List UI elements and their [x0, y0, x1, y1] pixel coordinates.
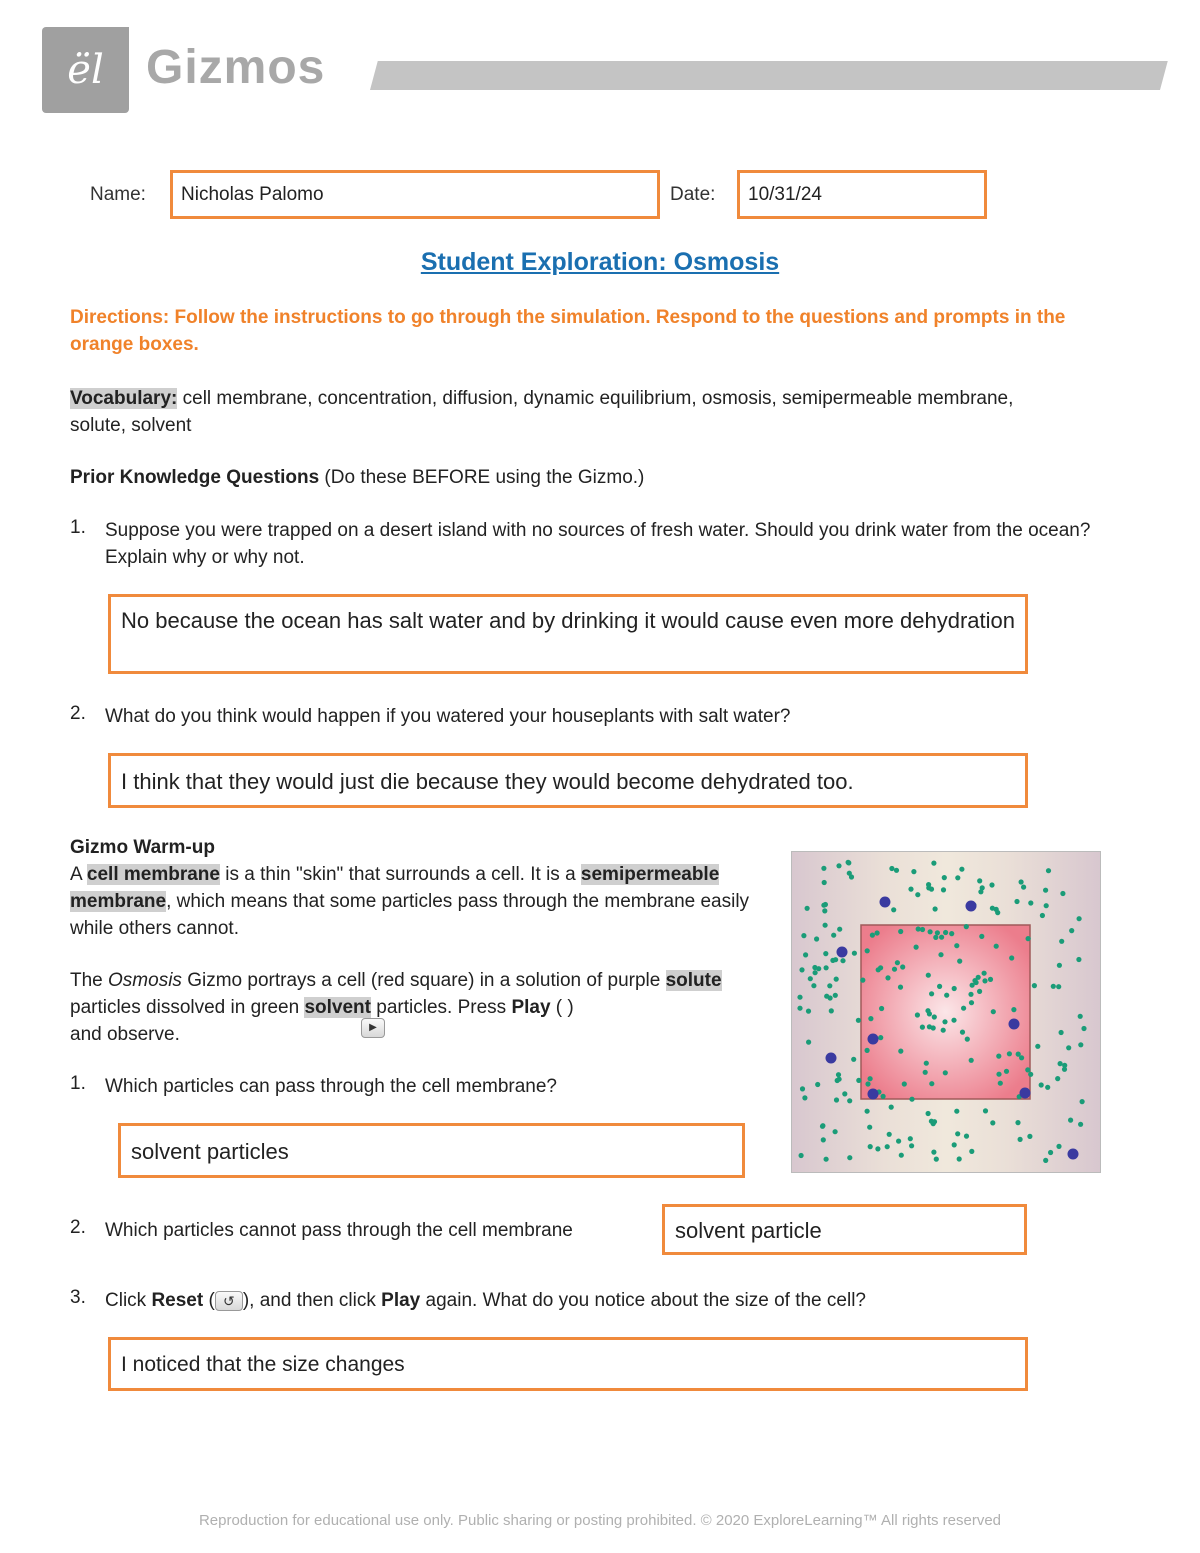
solvent-particle: [836, 1072, 841, 1077]
solvent-particle: [990, 1120, 995, 1125]
solvent-particle: [895, 960, 900, 965]
solvent-particle: [982, 971, 987, 976]
name-value: Nicholas Palomo: [181, 184, 324, 205]
solvent-particle: [831, 933, 836, 938]
warmup-q1-number: 1.: [70, 1073, 86, 1094]
solvent-particle: [991, 1009, 996, 1014]
solvent-particle: [909, 1097, 914, 1102]
warmup-paragraph-2: The Osmosis Gizmo portrays a cell (red square) in a solution of purple solute particles dissolved in green solvent particles. Press Play ( ) and observe.: [70, 970, 722, 1045]
solvent-particle: [803, 952, 808, 957]
solvent-particle: [889, 866, 894, 871]
prior-a2-text: I think that they would just die because they would become dehydrated too.: [121, 769, 854, 794]
warmup-a3-text: I noticed that the size changes: [121, 1353, 405, 1376]
solvent-particle: [1019, 879, 1024, 884]
solvent-particle: [965, 1037, 970, 1042]
gizmos-brand: Gizmos: [146, 41, 326, 94]
solvent-particle: [1044, 903, 1049, 908]
solvent-particle: [840, 958, 845, 963]
solvent-particle: [927, 1024, 932, 1029]
solvent-particle: [934, 1157, 939, 1162]
solvent-particle: [977, 989, 982, 994]
solvent-particle: [823, 951, 828, 956]
solvent-particle: [957, 1156, 962, 1161]
solvent-particle: [885, 1144, 890, 1149]
solvent-particle: [847, 1155, 852, 1160]
solvent-particle: [1015, 1120, 1020, 1125]
solvent-particle: [929, 991, 934, 996]
solvent-particle: [911, 869, 916, 874]
solvent-particle: [856, 1018, 861, 1023]
warmup-q2-text: Which particles cannot pass through the cell membrane: [105, 1220, 573, 1241]
solvent-particle: [822, 908, 827, 913]
solvent-particle: [937, 984, 942, 989]
solvent-particle: [1018, 1137, 1023, 1142]
solute-particle: [868, 1089, 879, 1100]
solvent-particle: [822, 880, 827, 885]
prior-q2-text: What do you think would happen if you watered your houseplants with salt water?: [105, 706, 791, 727]
solvent-particle: [815, 1082, 820, 1087]
solvent-particle: [827, 983, 832, 988]
solvent-particle: [797, 995, 802, 1000]
solvent-particle: [824, 1157, 829, 1162]
play-icon: ▶: [361, 1018, 385, 1038]
solvent-particle: [1059, 939, 1064, 944]
solvent-particle: [983, 1108, 988, 1113]
solvent-particle: [1026, 936, 1031, 941]
solvent-particle: [941, 1028, 946, 1033]
solvent-particle: [994, 944, 999, 949]
solvent-particle: [920, 1025, 925, 1030]
solvent-particle: [935, 930, 940, 935]
solvent-particle: [988, 977, 993, 982]
solvent-particle: [915, 892, 920, 897]
solvent-particle: [800, 1086, 805, 1091]
solvent-particle: [836, 863, 841, 868]
warmup-q2-number: 2.: [70, 1217, 86, 1238]
solvent-particle: [868, 1076, 873, 1081]
date-field[interactable]: [737, 170, 987, 219]
solvent-particle: [909, 1143, 914, 1148]
solvent-particle: [969, 1000, 974, 1005]
solvent-particle: [1025, 1067, 1030, 1072]
solvent-particle: [1056, 1144, 1061, 1149]
solvent-particle: [829, 1008, 834, 1013]
solvent-particle: [1056, 984, 1061, 989]
solvent-particle: [892, 967, 897, 972]
solvent-particle: [943, 1070, 948, 1075]
solvent-particle: [894, 868, 899, 873]
vocabulary: [70, 385, 1070, 439]
solvent-particle: [926, 1111, 931, 1116]
solvent-particle: [931, 1150, 936, 1155]
solvent-particle: [837, 1077, 842, 1082]
solvent-particle: [1043, 888, 1048, 893]
solvent-particle: [1068, 1118, 1073, 1123]
reset-icon: ↺: [215, 1291, 243, 1311]
solvent-particle: [1048, 1150, 1053, 1155]
solvent-particle: [898, 985, 903, 990]
solvent-particle: [868, 1016, 873, 1021]
solvent-particle: [821, 1137, 826, 1142]
solvent-particle: [889, 1105, 894, 1110]
date-label: Date:: [670, 184, 716, 205]
term-cell-membrane: cell membrane: [86, 864, 220, 885]
solvent-particle: [1046, 868, 1051, 873]
solvent-particle: [875, 1146, 880, 1151]
warmup-q3-number: 3.: [70, 1287, 86, 1308]
solvent-particle: [865, 1109, 870, 1114]
solute-particle: [868, 1034, 879, 1045]
solvent-particle: [969, 1149, 974, 1154]
solvent-particle: [1051, 984, 1056, 989]
warmup-a2-box[interactable]: [662, 1204, 1027, 1255]
solvent-particle: [1059, 1030, 1064, 1035]
solvent-particle: [1014, 899, 1019, 904]
solvent-particle: [979, 934, 984, 939]
solvent-particle: [1078, 1014, 1083, 1019]
solvent-particle: [923, 1070, 928, 1075]
solvent-particle: [932, 1014, 937, 1019]
explorelearning-logo: ël: [42, 27, 129, 113]
solvent-particle: [949, 931, 954, 936]
solvent-particle: [865, 1048, 870, 1053]
solvent-particle: [808, 976, 813, 981]
solvent-particle: [834, 1097, 839, 1102]
solvent-particle: [881, 1094, 886, 1099]
solvent-particle: [1021, 885, 1026, 890]
prior-q1-text: Suppose you were trapped on a desert island with no sources of fresh water. Should you drink water from the ocean? Explain why or why not.: [105, 520, 1091, 568]
solvent-particle: [1066, 1045, 1071, 1050]
solvent-particle: [870, 933, 875, 938]
solvent-particle: [929, 1081, 934, 1086]
warmup-a1-box[interactable]: [118, 1123, 745, 1178]
solvent-particle: [1007, 1051, 1012, 1056]
solute-particle: [966, 901, 977, 912]
solvent-particle: [952, 986, 957, 991]
warmup-q3-text: Click Reset ( ↺ ), and then click Play again. What do you notice about the size of the cell?: [105, 1290, 866, 1311]
solvent-particle: [914, 945, 919, 950]
solvent-particle: [847, 1098, 852, 1103]
solvent-particle: [896, 1139, 901, 1144]
solvent-particle: [1045, 1085, 1050, 1090]
solvent-particle: [968, 992, 973, 997]
solvent-particle: [1035, 1044, 1040, 1049]
solvent-particle: [1081, 1026, 1086, 1031]
solvent-particle: [996, 1072, 1001, 1077]
solvent-particle: [951, 1018, 956, 1023]
solvent-particle: [908, 1136, 913, 1141]
solvent-particle: [944, 993, 949, 998]
solute-particle: [826, 1053, 837, 1064]
solvent-particle: [860, 978, 865, 983]
solvent-particle: [833, 993, 838, 998]
solvent-particle: [865, 1081, 870, 1086]
solvent-particle: [938, 952, 943, 957]
solvent-particle: [931, 861, 936, 866]
solvent-particle: [961, 1006, 966, 1011]
page-title: Student Exploration: Osmosis: [420, 248, 780, 276]
solvent-particle: [847, 871, 852, 876]
warmup-q1-text: Which particles can pass through the cell membrane?: [105, 1076, 558, 1097]
prior-q2-number: 2.: [70, 703, 86, 724]
prior-heading-text: Prior Knowledge Questions: [70, 467, 320, 488]
solvent-particle: [867, 1125, 872, 1130]
solvent-particle: [926, 973, 931, 978]
solvent-particle: [955, 875, 960, 880]
solvent-particle: [812, 965, 817, 970]
solute-particle: [880, 897, 891, 908]
solvent-particle: [806, 1009, 811, 1014]
solvent-particle: [1039, 1082, 1044, 1087]
solvent-particle: [846, 860, 851, 865]
solvent-particle: [805, 906, 810, 911]
term-solvent: solvent: [304, 997, 371, 1018]
solvent-particle: [1011, 1007, 1016, 1012]
header-bar: [370, 61, 1168, 90]
solvent-particle: [942, 1019, 947, 1024]
solvent-particle: [799, 1153, 804, 1158]
solvent-particle: [990, 906, 995, 911]
warmup-a3-box[interactable]: [108, 1337, 1028, 1391]
solvent-particle: [900, 964, 905, 969]
solvent-particle: [959, 867, 964, 872]
solvent-particle: [954, 1109, 959, 1114]
solvent-particle: [976, 975, 981, 980]
solvent-particle: [998, 1081, 1003, 1086]
warmup-heading: Gizmo Warm-up: [70, 837, 215, 858]
solvent-particle: [941, 887, 946, 892]
solvent-particle: [939, 935, 944, 940]
solvent-particle: [878, 1035, 883, 1040]
solvent-particle: [814, 936, 819, 941]
solute-particle: [1020, 1088, 1031, 1099]
solvent-particle: [995, 910, 1000, 915]
solvent-particle: [802, 1095, 807, 1100]
solvent-particle: [952, 1142, 957, 1147]
solvent-particle: [915, 1012, 920, 1017]
solvent-particle: [1057, 963, 1062, 968]
solvent-particle: [1062, 1067, 1067, 1072]
prior-a2-box[interactable]: [108, 753, 1028, 808]
prior-a1-box[interactable]: [108, 594, 1028, 674]
solvent-particle: [820, 1124, 825, 1129]
solvent-particle: [1028, 900, 1033, 905]
solvent-particle: [954, 943, 959, 948]
solvent-particle: [902, 1081, 907, 1086]
name-field[interactable]: [170, 170, 660, 219]
solvent-particle: [834, 977, 839, 982]
solute-particle: [1009, 1019, 1020, 1030]
solvent-particle: [852, 951, 857, 956]
solvent-particle: [851, 1057, 856, 1062]
solvent-particle: [1060, 891, 1065, 896]
solvent-particle: [1028, 1072, 1033, 1077]
solvent-particle: [823, 923, 828, 928]
solvent-particle: [1076, 957, 1081, 962]
solvent-particle: [821, 866, 826, 871]
solute-particle: [1068, 1149, 1079, 1160]
solvent-particle: [833, 1129, 838, 1134]
solvent-particle: [813, 970, 818, 975]
solute-particle: [837, 947, 848, 958]
solvent-particle: [887, 1132, 892, 1137]
solvent-particle: [1027, 1134, 1032, 1139]
solvent-particle: [926, 885, 931, 890]
solvent-particle: [1040, 913, 1045, 918]
solvent-particle: [898, 929, 903, 934]
solvent-particle: [996, 1054, 1001, 1059]
solvent-particle: [1078, 1122, 1083, 1127]
term-semipermeable-membrane: semipermeable membrane: [70, 864, 720, 912]
date-value: 10/31/24: [748, 184, 822, 205]
solvent-particle: [801, 933, 806, 938]
name-label: Name:: [90, 184, 146, 205]
solvent-particle: [811, 983, 816, 988]
vocabulary-text: cell membrane, concentration, diffusion, dynamic equilibrium, osmosis, semipermeable membrane, solute, solvent: [70, 388, 1014, 436]
solvent-particle: [1016, 1052, 1021, 1057]
solvent-particle: [824, 965, 829, 970]
solvent-particle: [933, 906, 938, 911]
solvent-particle: [797, 1006, 802, 1011]
solvent-particle: [878, 965, 883, 970]
solvent-particle: [1078, 1042, 1083, 1047]
solvent-particle: [1058, 1061, 1063, 1066]
solvent-particle: [842, 1091, 847, 1096]
solvent-particle: [928, 929, 933, 934]
solvent-particle: [977, 878, 982, 883]
solvent-particle: [925, 1008, 930, 1013]
solvent-particle: [1004, 1069, 1009, 1074]
solvent-particle: [1077, 916, 1082, 921]
solvent-particle: [806, 1040, 811, 1045]
solvent-particle: [821, 903, 826, 908]
solvent-particle: [957, 959, 962, 964]
term-solute: solute: [665, 970, 722, 991]
solvent-particle: [920, 927, 925, 932]
solvent-particle: [1080, 1099, 1085, 1104]
solvent-particle: [824, 994, 829, 999]
simulation-svg: [792, 852, 1100, 1172]
solvent-particle: [837, 927, 842, 932]
footer-copyright: Reproduction for educational use only. Public sharing or posting prohibited. © 2020 ExploreLearning™ All rights reserved: [198, 1512, 1002, 1529]
solvent-particle: [799, 967, 804, 972]
solvent-particle: [960, 1030, 965, 1035]
solvent-particle: [865, 948, 870, 953]
solvent-particle: [989, 882, 994, 887]
solvent-particle: [942, 875, 947, 880]
solvent-particle: [982, 978, 987, 983]
solvent-particle: [933, 935, 938, 940]
solvent-particle: [868, 1144, 873, 1149]
solvent-particle: [964, 1134, 969, 1139]
solvent-particle: [1032, 983, 1037, 988]
prior-a1-text: No because the ocean has salt water and by drinking it would cause even more dehydration: [121, 608, 1015, 633]
warmup-paragraph-1: A cell membrane is a thin "skin" that surrounds a cell. It is a semipermeable membrane, which means that some particles pass through the membrane easily while others cannot.: [70, 864, 750, 939]
solvent-particle: [1009, 955, 1014, 960]
directions: Directions: Follow the instructions to go through the simulation. Respond to the questions and prompts in the orange boxes.: [70, 307, 1066, 355]
solvent-particle: [899, 1153, 904, 1158]
warmup-a1-text: solvent particles: [131, 1139, 289, 1164]
solvent-particle: [1069, 928, 1074, 933]
osmosis-simulation-image: [791, 851, 1101, 1173]
solvent-particle: [964, 924, 969, 929]
solvent-particle: [875, 930, 880, 935]
solvent-particle: [924, 1061, 929, 1066]
solvent-particle: [955, 1131, 960, 1136]
solvent-particle: [908, 887, 913, 892]
solvent-particle: [1055, 1076, 1060, 1081]
warmup-a2-text: solvent particle: [675, 1218, 822, 1243]
vocabulary-label: Vocabulary:: [70, 388, 178, 409]
solvent-particle: [978, 889, 983, 894]
solvent-particle: [879, 1006, 884, 1011]
solvent-particle: [943, 930, 948, 935]
solvent-particle: [898, 1049, 903, 1054]
solvent-particle: [1043, 1158, 1048, 1163]
prior-q1-number: 1.: [70, 517, 86, 538]
solvent-particle: [932, 1119, 937, 1124]
solvent-particle: [885, 975, 890, 980]
prior-note: (Do these BEFORE using the Gizmo.): [319, 467, 645, 488]
prior-knowledge-heading: [70, 464, 644, 491]
solvent-particle: [830, 958, 835, 963]
solvent-particle: [969, 1058, 974, 1063]
solvent-particle: [891, 907, 896, 912]
solvent-particle: [856, 1078, 861, 1083]
